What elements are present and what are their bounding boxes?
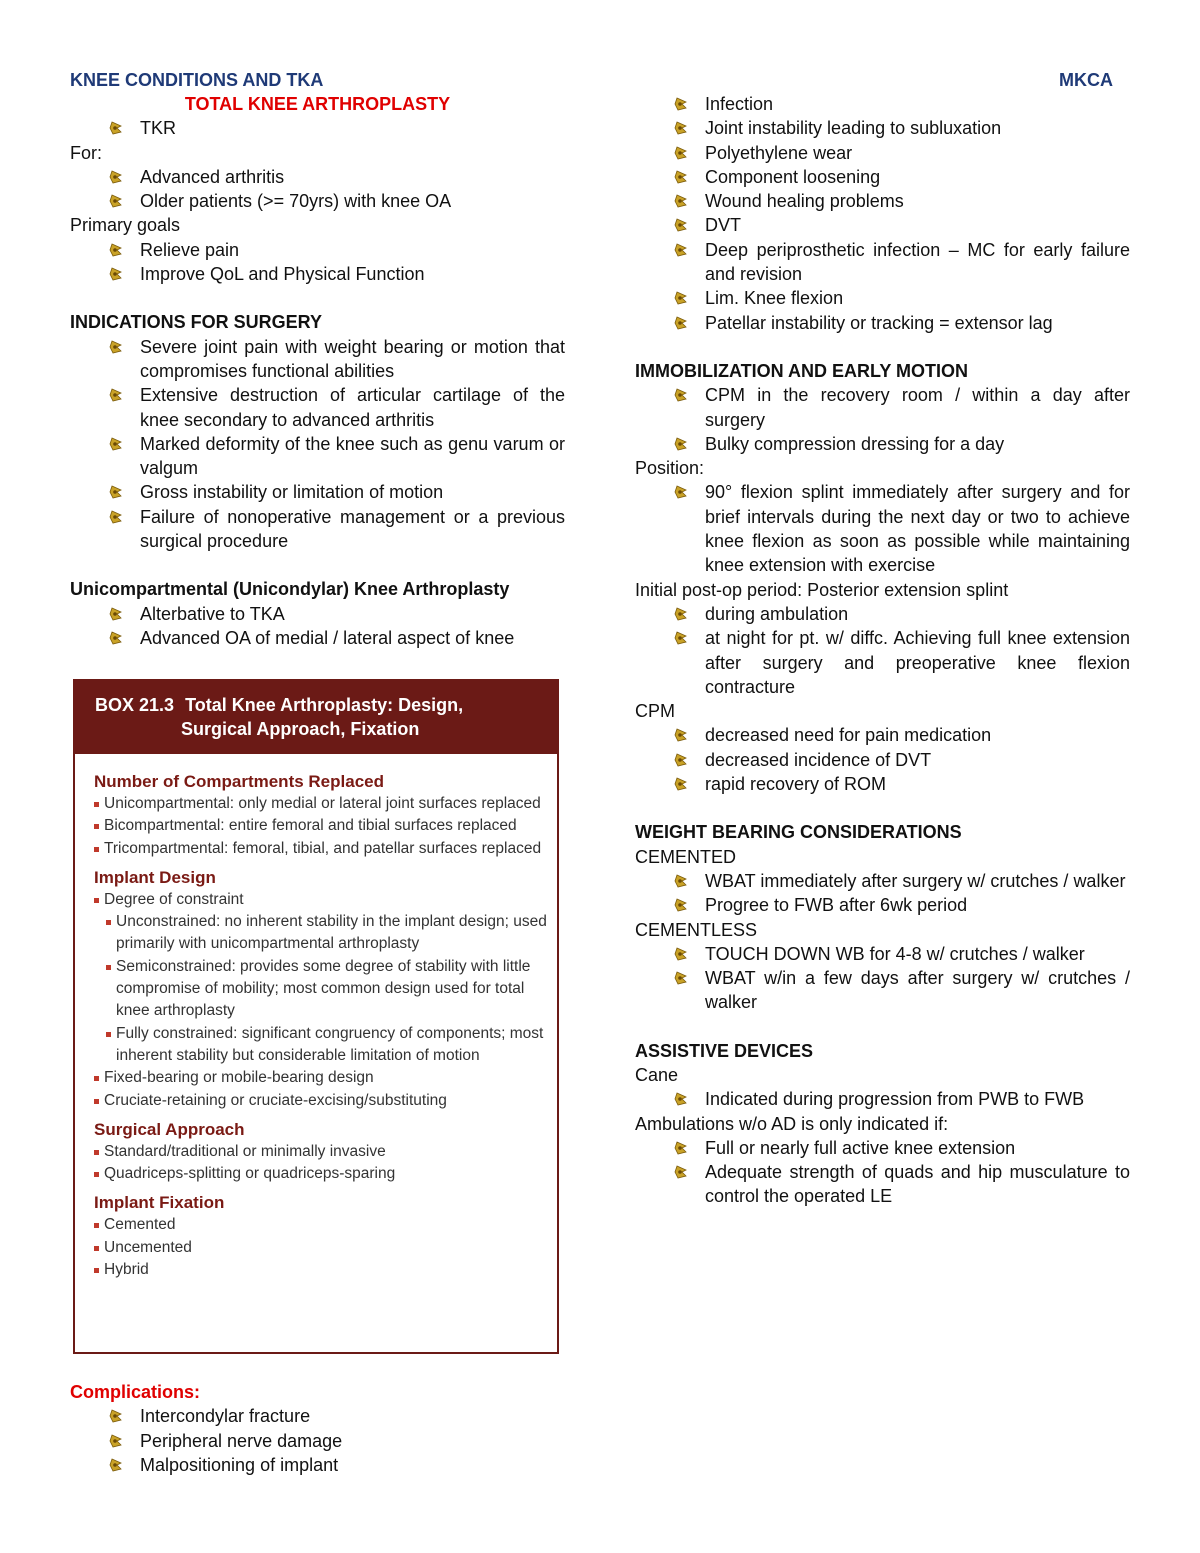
box-list-item: Hybrid — [94, 1259, 557, 1281]
indications-heading: INDICATIONS FOR SURGERY — [70, 312, 323, 333]
list-item-text: CPM in the recovery room / within a day after surgery — [705, 385, 1130, 430]
position-label: Position: — [635, 458, 705, 479]
list-item — [705, 92, 1130, 116]
bullet-icon — [674, 898, 688, 912]
list-item — [140, 432, 565, 481]
box-list-surgical-approach — [94, 1141, 557, 1186]
bullet-icon — [674, 485, 688, 499]
list-item-text: WBAT w/in a few days after surgery w/ crutches / walker — [705, 968, 1130, 1013]
box-section-implant-design: Implant Design — [94, 867, 216, 887]
list-item-text: decreased incidence of DVT — [705, 749, 932, 770]
list-item — [140, 1404, 565, 1428]
box-list-item: Bicompartmental: entire femoral and tibial surfaces replaced — [94, 815, 557, 837]
list-item-text: Improve QoL and Physical Function — [140, 264, 425, 285]
list-item-text: Adequate strength of quads and hip musculature to control the operated LE — [705, 1162, 1130, 1207]
list-item — [705, 432, 1130, 456]
cpm-label: CPM — [635, 701, 675, 722]
initial-postop-label: Initial post-op period: Posterior extension splint — [635, 579, 1009, 600]
list-item — [705, 1160, 1130, 1209]
bullet-icon — [109, 631, 123, 645]
box-21-3 — [73, 679, 559, 1354]
weight-bearing-heading: WEIGHT BEARING CONSIDERATIONS — [635, 822, 962, 843]
list-item-text: Gross instability or limitation of motion — [140, 482, 444, 503]
bullet-icon — [674, 753, 688, 767]
list-item-text: Advanced OA of medial / lateral aspect of knee — [140, 627, 515, 648]
bullet-icon — [109, 194, 123, 208]
list-item-text: during ambulation — [705, 603, 849, 624]
tkr-list — [70, 116, 565, 140]
list-item-text: WBAT immediately after surgery w/ crutches / walker — [705, 870, 1126, 891]
bullet-icon — [109, 340, 123, 354]
list-item — [140, 335, 565, 384]
list-item — [705, 1087, 1130, 1111]
goals-list — [70, 238, 565, 287]
ambulation-label: Ambulations w/o AD is only indicated if: — [635, 1113, 949, 1134]
bullet-icon — [109, 243, 123, 257]
immobilization-list — [635, 383, 1130, 456]
box-list-item: Standard/traditional or minimally invasive — [94, 1141, 557, 1163]
bullet-icon — [674, 388, 688, 402]
box-list-item: Degree of constraint — [94, 889, 557, 911]
box-list-implant-fixation — [94, 1214, 557, 1281]
list-item-text: Malpositioning of implant — [140, 1454, 339, 1475]
list-item-text: Failure of nonoperative management or a previous surgical procedure — [140, 506, 565, 552]
cpm-list — [635, 723, 1130, 796]
bullet-icon — [674, 947, 688, 961]
box-list-item: Fixed-bearing or mobile-bearing design — [94, 1067, 557, 1089]
list-item-text: Indicated during progression from PWB to FWB — [705, 1089, 1085, 1110]
list-item-text: Full or nearly full active knee extension — [705, 1137, 1016, 1158]
list-item-text: Patellar instability or tracking = extensor lag — [705, 312, 1053, 333]
list-item-text: Alterbative to TKA — [140, 603, 285, 624]
left-column — [70, 92, 565, 650]
for-label: For: — [70, 142, 103, 163]
list-item-text: Relieve pain — [140, 239, 240, 260]
list-item-text: decreased need for pain medication — [705, 725, 992, 746]
box-section-surgical-approach: Surgical Approach — [94, 1119, 245, 1139]
bullet-icon — [674, 194, 688, 208]
bullet-icon — [109, 1409, 123, 1423]
box-list-item: Quadriceps-splitting or quadriceps-sparing — [94, 1163, 557, 1185]
complications-heading: Complications: — [70, 1382, 201, 1402]
indications-list — [70, 335, 565, 554]
list-item — [705, 869, 1130, 893]
list-item — [705, 286, 1130, 310]
bullet-icon — [674, 316, 688, 330]
bullet-icon — [674, 218, 688, 232]
list-item — [705, 772, 1130, 796]
cane-list — [635, 1087, 1130, 1111]
list-item — [140, 505, 565, 554]
box-header — [75, 681, 557, 754]
list-item — [705, 626, 1130, 699]
bullet-icon — [674, 437, 688, 451]
list-item — [140, 189, 565, 213]
bullet-icon — [674, 607, 688, 621]
bullet-icon — [109, 170, 123, 184]
cementless-label: CEMENTLESS — [635, 919, 758, 940]
list-item — [705, 723, 1130, 747]
goals-label: Primary goals — [70, 215, 181, 236]
list-item — [705, 966, 1130, 1015]
box-body — [75, 754, 557, 1281]
list-item — [140, 626, 565, 650]
doc-author-tag: MKCA — [1059, 70, 1113, 90]
list-item-text: Component loosening — [705, 166, 881, 187]
bullet-icon — [674, 1092, 688, 1106]
assistive-devices-heading: ASSISTIVE DEVICES — [635, 1040, 814, 1061]
list-item-text: rapid recovery of ROM — [705, 774, 887, 795]
complications-list — [70, 1404, 565, 1477]
list-item-text: Advanced arthritis — [140, 166, 285, 187]
right-column — [635, 92, 1130, 1209]
box-section-compartments: Number of Compartments Replaced — [94, 772, 384, 791]
cemented-list — [635, 869, 1130, 918]
position-list — [635, 480, 1130, 577]
list-item — [140, 262, 565, 286]
list-item-text: Joint instability leading to subluxation — [705, 118, 1002, 139]
list-item — [705, 116, 1130, 140]
list-item — [705, 602, 1130, 626]
list-item — [705, 189, 1130, 213]
list-item — [705, 1136, 1130, 1160]
bullet-icon — [674, 243, 688, 257]
list-item-text: Infection — [705, 94, 774, 114]
cane-label: Cane — [635, 1064, 679, 1085]
list-item-text: Deep periprosthetic infection – MC for early failure and revision — [705, 239, 1130, 285]
list-item-text: at night for pt. w/ diffc. Achieving full knee extension after surgery and preoperative knee flexion contracture — [705, 628, 1130, 697]
list-item — [140, 1429, 565, 1453]
list-item — [140, 480, 565, 504]
bullet-icon — [674, 631, 688, 645]
list-item-text: Intercondylar fracture — [140, 1406, 311, 1427]
complications-list-cont — [635, 92, 1130, 335]
bullet-icon — [674, 971, 688, 985]
list-item — [140, 238, 565, 262]
bullet-icon — [674, 291, 688, 305]
list-item — [705, 893, 1130, 917]
list-item-text: Wound healing problems — [705, 191, 904, 212]
initial-postop-list — [635, 602, 1130, 699]
list-item-text: 90° flexion splint immediately after surgery and for brief intervals during the next day or two to achieve knee flexion as soon as possible while maintaining knee extension with exercise — [705, 482, 1130, 576]
list-item-text: Progree to FWB after 6wk period — [705, 895, 968, 916]
doc-title: KNEE CONDITIONS AND TKA — [70, 70, 324, 90]
list-item — [705, 165, 1130, 189]
list-item-text: Peripheral nerve damage — [140, 1430, 343, 1451]
bullet-icon — [109, 607, 123, 621]
bullet-icon — [674, 1141, 688, 1155]
list-item — [705, 942, 1130, 966]
bullet-icon — [674, 146, 688, 160]
list-item-text: TOUCH DOWN WB for 4-8 w/ crutches / walker — [705, 943, 1085, 964]
list-item-text: Older patients (>= 70yrs) with knee OA — [140, 191, 452, 212]
complications-block — [70, 1380, 565, 1477]
list-item — [705, 311, 1130, 335]
bullet-icon — [109, 1434, 123, 1448]
box-title-line2: Surgical Approach, Fixation — [181, 719, 420, 739]
for-list — [70, 165, 565, 214]
box-list-item: Unconstrained: no inherent stability in the implant design; used primarily with unicompartmental arthroplasty — [106, 911, 557, 956]
box-list-item: Unicompartmental: only medial or lateral joint surfaces replaced — [94, 793, 557, 815]
bullet-icon — [674, 728, 688, 742]
bullet-icon — [109, 485, 123, 499]
box-list-item: Cemented — [94, 1214, 557, 1236]
bullet-icon — [674, 121, 688, 135]
list-item — [140, 602, 565, 626]
cemented-label: CEMENTED — [635, 846, 737, 867]
box-section-implant-fixation: Implant Fixation — [94, 1193, 225, 1213]
list-item-text: Severe joint pain with weight bearing or motion that compromises functional abilities — [140, 336, 565, 381]
bullet-icon — [674, 97, 688, 111]
box-list-implant-design — [94, 889, 557, 1112]
uka-list — [70, 602, 565, 651]
box-label: BOX 21.3 — [95, 695, 175, 715]
section-title-tka: TOTAL KNEE ARTHROPLASTY — [184, 94, 451, 114]
immobilization-heading: IMMOBILIZATION AND EARLY MOTION — [635, 360, 968, 381]
bullet-icon — [674, 874, 688, 888]
list-item-text: Bulky compression dressing for a day — [705, 433, 1005, 454]
list-item — [705, 213, 1130, 237]
list-item — [140, 383, 565, 432]
box-list-item: Uncemented — [94, 1237, 557, 1259]
bullet-icon — [674, 777, 688, 791]
box-list-compartments — [94, 793, 557, 860]
list-item-text: DVT — [705, 215, 741, 236]
list-item — [705, 238, 1130, 287]
bullet-icon — [674, 170, 688, 184]
list-item-text: Extensive destruction of articular cartilage of the knee secondary to advanced arthritis — [140, 385, 565, 430]
bullet-icon — [674, 1165, 688, 1179]
list-item: TKR — [140, 116, 565, 140]
box-list-item: Cruciate-retaining or cruciate-excising/substituting — [94, 1090, 557, 1112]
box-list-item: Tricompartmental: femoral, tibial, and patellar surfaces replaced — [94, 838, 557, 860]
list-item — [140, 1453, 565, 1477]
uka-heading: Unicompartmental (Unicondylar) Knee Arthroplasty — [70, 579, 510, 600]
bullet-icon — [109, 267, 123, 281]
list-item-text: Marked deformity of the knee such as genu varum or valgum — [140, 433, 565, 479]
box-list-item: Fully constrained: significant congruency of components; most inherent stability but considerable limitation of motion — [106, 1023, 557, 1068]
bullet-icon — [109, 121, 123, 135]
box-list-item: Semiconstrained: provides some degree of stability with little compromise of mobility; most common design used for total knee arthroplasty — [106, 956, 557, 1023]
list-item — [705, 480, 1130, 577]
bullet-icon — [109, 437, 123, 451]
bullet-icon — [109, 1458, 123, 1472]
box-title-line1: Total Knee Arthroplasty: Design, — [185, 695, 464, 715]
list-item — [705, 141, 1130, 165]
bullet-icon — [109, 388, 123, 402]
ambulation-list — [635, 1136, 1130, 1209]
list-item-text: Polyethylene wear — [705, 142, 853, 163]
list-item — [705, 748, 1130, 772]
cementless-list — [635, 942, 1130, 1015]
list-item-text: Lim. Knee flexion — [705, 288, 844, 309]
list-item — [705, 383, 1130, 432]
list-item — [140, 165, 565, 189]
bullet-icon — [109, 510, 123, 524]
